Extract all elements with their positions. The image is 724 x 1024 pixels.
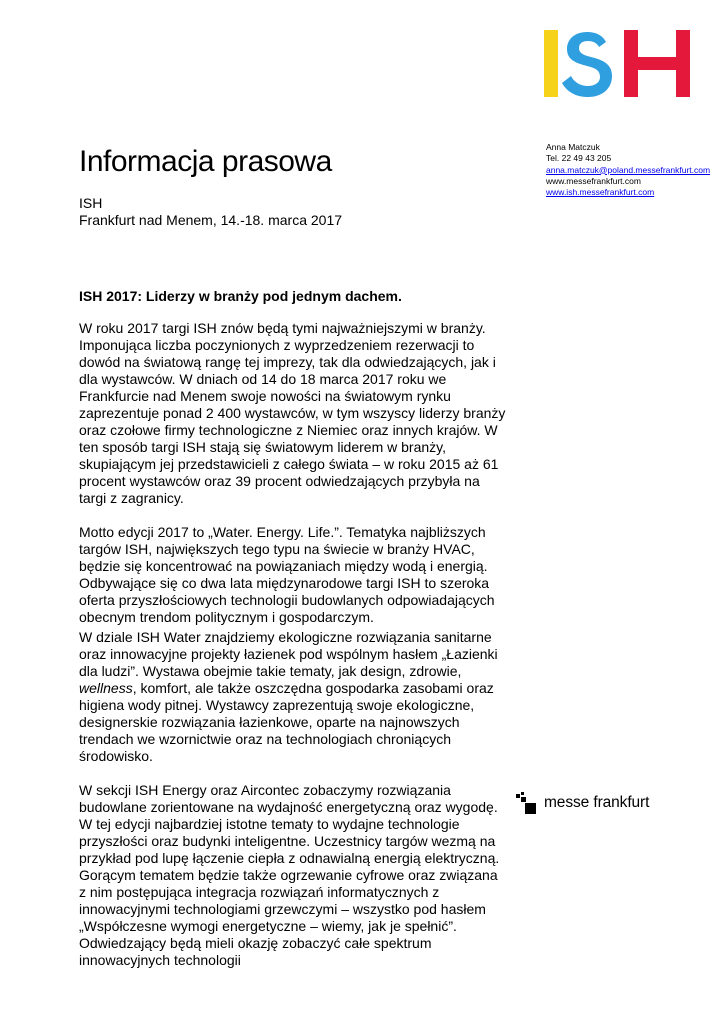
paragraph-2: Motto edycji 2017 to „Water. Energy. Life.”. Tematyka najbliższych targów ISH, największych tego typu na świecie w branży HVAC, będzie się koncentrować na powiązaniach między wodą i energią. Odbywające się co dwa lata międzynarodowe targi ISH to szeroka oferta przyszłościowych technologii budowlanych odpowiadających obecnym trendom politycznym i gospodarczym.: [79, 524, 495, 625]
ish-logo-h: [624, 30, 690, 97]
paragraph-4: W sekcji ISH Energy oraz Aircontec zobaczymy rozwiązania budowlane zorientowane na wydajność energetyczną oraz wygodę. W tej edycji najbardziej istotne tematy to wydajne technologie przyszłości oraz budynki inteligentne. Uczestnicy targów wezmą na przykład pod lupę łączenie ciepła z odnawialną energią elektryczną. Gorącym tematem będzie także ogrzewanie cyfrowe oraz związana z nim postępująca integracja rozwiązań informatycznych z innowacyjnymi technologiami grzewczymi – wszystko pod hasłem „Współczesne wymogi energetyczne – wiemy, jak je spełnić”. Odwiedzający będą mieli okazję zobaczyć całe spektrum innowacyjnych technologii: [79, 782, 500, 968]
messe-frankfurt-logo: [516, 792, 649, 814]
article-headline: ISH 2017: Liderzy w branży pod jednym dachem.: [79, 288, 402, 304]
messe-frankfurt-mark-icon: [516, 792, 538, 814]
ish-logo-i: [544, 30, 558, 97]
contact-phone: Tel. 22 49 43 205: [546, 153, 612, 164]
paragraph-3: W dziale ISH Water znajdziemy ekologiczne rozwiązania sanitarne oraz innowacyjne projekty łazienek pod wspólnym hasłem „Łazienki dla ludzi”. Wystawa obejmie takie tematy, jak design, zdrowie, wellness, komfort, ale także oszczędna gospodarka zasobami oraz higiena wody pitnej. Wystawcy zaprezentują swoje ekologiczne, designerskie rozwiązania łazienkowe, oparte na najnowszych trendach we wzornictwie oraz na technologiach chroniących środowisko.: [79, 629, 498, 764]
event-place-date: Frankfurt nad Menem, 14.-18. marca 2017: [79, 212, 343, 228]
contact-block: [546, 142, 710, 198]
contact-website: www.messefrankfurt.com: [546, 175, 641, 186]
event-name: ISH: [79, 195, 103, 211]
ish-logo-s: [562, 32, 612, 97]
paragraph-1: W roku 2017 targi ISH znów będą tymi najważniejszymi w branży. Imponująca liczba poczynionych z wyprzedzeniem rezerwacji to dowód na światową rangę tej imprezy, tak dla odwiedzających, jak i dla wystawców. W dniach od 14 do 18 marca 2017 roku we Frankfurcie nad Menem swoje nowości na światowym rynku zaprezentuje ponad 2 400 wystawców, w tym wszyscy liderzy branży oraz czołowe firmy technologiczne z Niemiec oraz innych krajów. W ten sposób targi ISH stają się światowym liderem w branży, skupiającym jej przedstawicieli z całego świata – w roku 2015 aż 61 procent wystawców oraz 39 procent odwiedzających przybyła na targi z zagranicy.: [79, 320, 506, 506]
event-info: [79, 195, 342, 229]
ish-logo: [544, 30, 692, 97]
article-body: [79, 320, 507, 969]
emphasis-wellness: wellness: [79, 680, 133, 696]
contact-email-link[interactable]: anna.matczuk@poland.messefrankfurt.com: [546, 164, 711, 175]
contact-name: Anna Matczuk: [546, 142, 600, 152]
messe-frankfurt-wordmark: messe frankfurt: [544, 794, 650, 811]
ish-website-link[interactable]: www.ish.messefrankfurt.com: [546, 187, 655, 198]
page-title: Informacja prasowa: [79, 145, 332, 178]
